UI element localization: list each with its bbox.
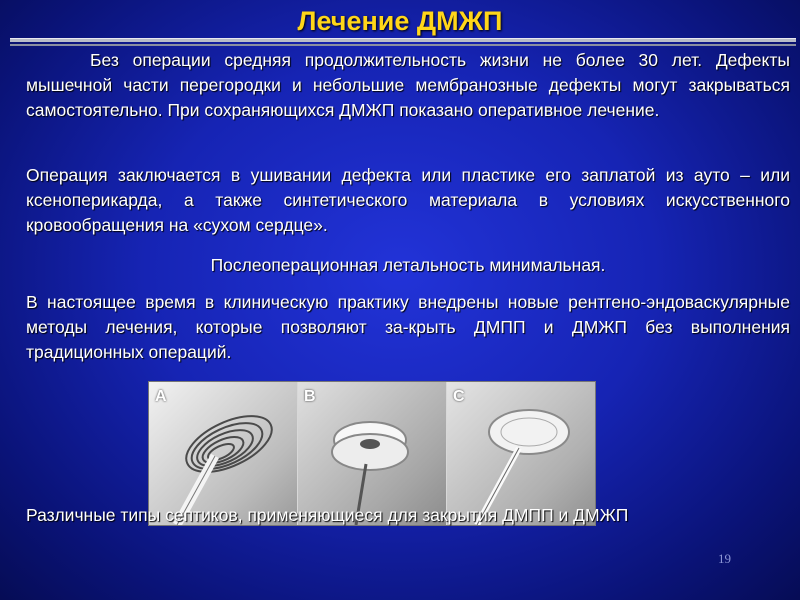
coil-device-image [149, 382, 297, 525]
page-number: 19 [718, 551, 731, 566]
photo-panel-c [447, 382, 595, 525]
photo-label-b: B [304, 388, 316, 405]
double-disc-device-image [298, 382, 446, 525]
paragraph-prognosis: Без операции средняя продолжительность жизни не более 30 лет. Дефекты мышечной части перегородки и небольшие мембранозные дефекты могут закрываться самостоятельно. При сохраняющихся ДМЖП показано оперативное лечение. [26, 50, 790, 120]
slide-title: Лечение ДМЖП [297, 6, 503, 36]
paragraph-mortality: Послеоперационная летальность минимальная. [210, 255, 606, 275]
photo-panel-a [149, 382, 297, 525]
photo-panel-b [298, 382, 446, 525]
photo-label-c: C [453, 388, 465, 405]
title-rule-bottom [10, 44, 796, 46]
title-rule-top [10, 38, 796, 42]
umbrella-device-image [447, 382, 595, 525]
paragraph-endovascular: В настоящее время в клиническую практику внедрены новые рентгено-эндоваскулярные методы лечения, которые позволяют за-крыть ДМПП и ДМЖП без выполнения традиционных операций. [26, 292, 790, 362]
photo-label-a: A [155, 388, 167, 405]
figure-caption: Различные типы септиков, применяющиеся для закрытия ДМПП и ДМЖП [26, 505, 629, 525]
paragraph-operation: Операция заключается в ушивании дефекта или пластике его заплатой из ауто – или ксеноперикарда, а также синтетического материала в условиях искусственного кровообращения на «сухом сердце». [26, 165, 790, 235]
